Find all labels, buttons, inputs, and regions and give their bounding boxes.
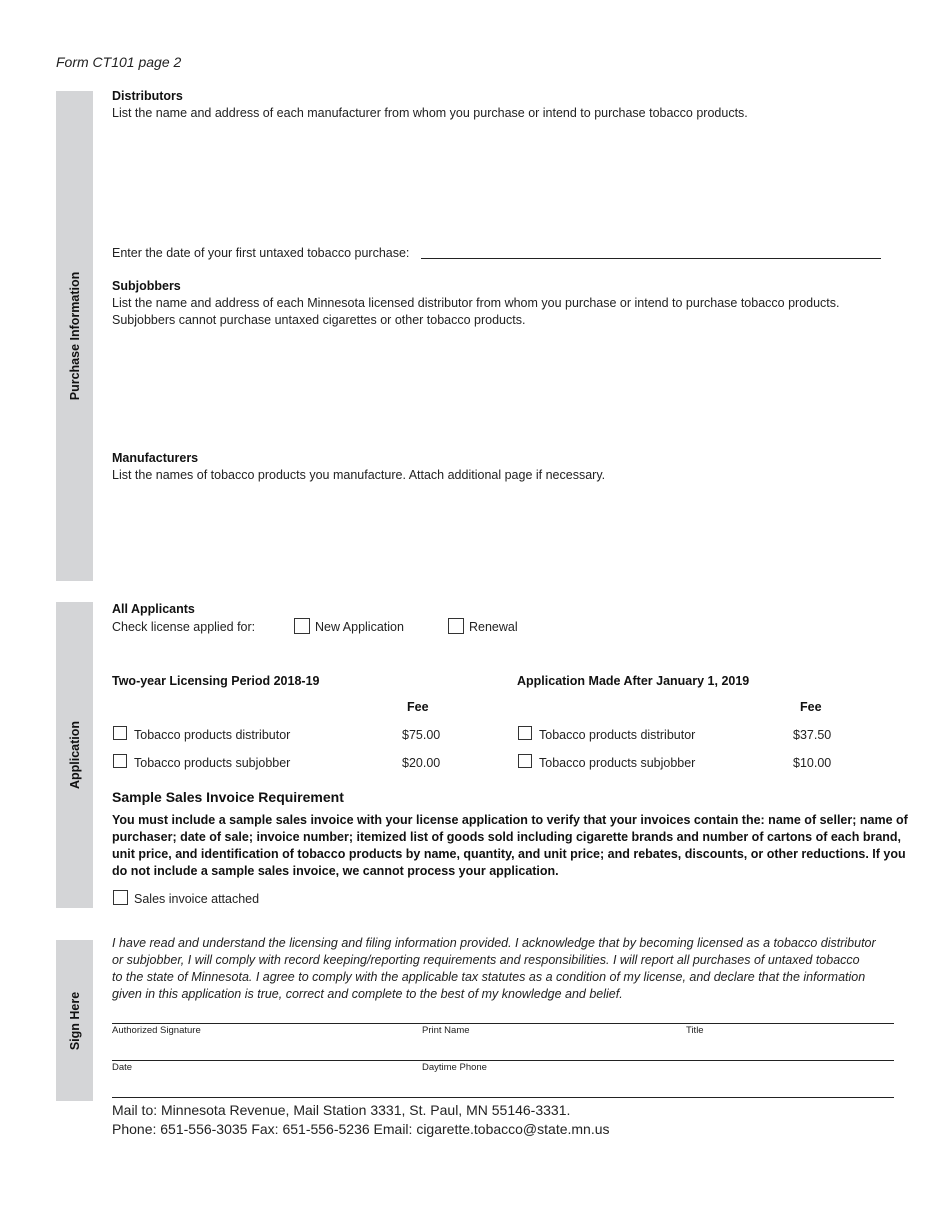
manufacturers-title: Manufacturers (112, 451, 199, 465)
invoice-requirement-line-1: You must include a sample sales invoice with your license application to verify that your invoices contain the: name of seller; name of (112, 813, 908, 827)
purchase-info-label: Purchase Information (67, 271, 82, 401)
invoice-requirement-line-3: unit price, and identification of tobacco products by name, quantity, and unit price; and rebates, discounts, or other reductions. If you (112, 847, 906, 861)
right-distributor-checkbox[interactable] (518, 726, 532, 740)
distributors-text: List the name and address of each manufacturer from whom you purchase or intend to purchase tobacco products. (112, 106, 748, 120)
sales-invoice-attached-label: Sales invoice attached (134, 892, 260, 906)
subjobbers-text-2: Subjobbers cannot purchase untaxed cigarettes or other tobacco products. (112, 313, 526, 327)
declaration-line-4: given in this application is true, correct and complete to the best of my knowledge and belief. (112, 987, 623, 1001)
date-label: Date (112, 1062, 133, 1073)
left-subjobber-fee: $20.00 (402, 756, 441, 770)
declaration-line-3: to the state of Minnesota. I agree to comply with the applicable tax statutes as a condition of my license, and declare that the information (112, 970, 866, 984)
print-name-label: Print Name (422, 1025, 470, 1036)
left-distributor-checkbox[interactable] (113, 726, 127, 740)
subjobbers-list-area[interactable] (112, 334, 882, 444)
sales-invoice-attached-checkbox[interactable] (113, 890, 128, 905)
distributors-list-area[interactable] (112, 126, 882, 236)
application-sidebar (56, 602, 93, 908)
left-distributor-fee: $75.00 (402, 728, 441, 742)
purchase-info-sidebar (56, 91, 93, 581)
right-distributor-fee: $37.50 (793, 728, 832, 742)
print-name-field[interactable] (422, 1036, 677, 1058)
manufacturers-list-area[interactable] (112, 489, 882, 574)
first-purchase-label: Enter the date of your first untaxed tobacco purchase: (112, 246, 410, 260)
authorized-signature-field[interactable] (112, 1036, 412, 1058)
authorized-signature-label: Authorized Signature (112, 1025, 201, 1036)
check-license-label: Check license applied for: (112, 620, 256, 634)
left-subjobber-checkbox[interactable] (113, 754, 127, 768)
daytime-phone-label: Daytime Phone (422, 1062, 487, 1073)
right-fee-header: Fee (800, 700, 822, 714)
sign-here-label: Sign Here (67, 991, 82, 1050)
right-subjobber-fee: $10.00 (793, 756, 832, 770)
declaration-line-1: I have read and understand the licensing and filing information provided. I acknowledge that by becoming licensed as a tobacco distributor (112, 936, 876, 950)
new-application-checkbox[interactable] (294, 618, 310, 634)
renewal-checkbox[interactable] (448, 618, 464, 634)
new-application-label: New Application (315, 620, 404, 634)
invoice-requirement-title: Sample Sales Invoice Requirement (112, 789, 344, 805)
declaration-line-2: or subjobber, I will comply with record keeping/reporting requirements and responsibilities. I will report all purchases of untaxed tobacco (112, 953, 860, 967)
title-field[interactable] (686, 1036, 894, 1058)
left-subjobber-label: Tobacco products subjobber (134, 756, 291, 770)
contact-info: Phone: 651-556-3035 Fax: 651-556-5236 Email: cigarette.tobacco@state.mn.us (112, 1121, 610, 1137)
right-distributor-label: Tobacco products distributor (539, 728, 696, 742)
renewal-label: Renewal (469, 620, 518, 634)
left-fee-header: Fee (407, 700, 429, 714)
sign-here-sidebar (56, 940, 93, 1101)
left-distributor-label: Tobacco products distributor (134, 728, 291, 742)
right-subjobber-label: Tobacco products subjobber (539, 756, 696, 770)
mail-to-address: Mail to: Minnesota Revenue, Mail Station 3331, St. Paul, MN 55146-3331. (112, 1102, 571, 1118)
subjobbers-title: Subjobbers (112, 279, 181, 293)
daytime-phone-field[interactable] (422, 1073, 894, 1095)
form-id: Form CT101 page 2 (56, 54, 182, 70)
date-field[interactable] (112, 1073, 412, 1095)
after-jan-title: Application Made After January 1, 2019 (517, 674, 750, 688)
subjobbers-text-1: List the name and address of each Minnesota licensed distributor from whom you purchase or intend to purchase tobacco products. (112, 296, 840, 310)
sign-bottom-rule (112, 1097, 894, 1098)
invoice-requirement-line-2: purchaser; date of sale; invoice number; itemized list of goods sold including cigarette brands and number of cartons of each brand, (112, 830, 902, 844)
all-applicants-title: All Applicants (112, 602, 195, 616)
application-label: Application (67, 720, 82, 790)
invoice-requirement-line-4: do not include a sample sales invoice, we cannot process your application. (112, 864, 559, 878)
manufacturers-text: List the names of tobacco products you manufacture. Attach additional page if necessary. (112, 468, 606, 482)
date-row-top-rule (112, 1060, 894, 1061)
two-year-period-title: Two-year Licensing Period 2018-19 (112, 674, 320, 688)
right-subjobber-checkbox[interactable] (518, 754, 532, 768)
signature-row-top-rule (112, 1023, 894, 1024)
title-label: Title (686, 1025, 704, 1036)
first-purchase-date-field[interactable] (421, 258, 881, 259)
distributors-title: Distributors (112, 89, 183, 103)
